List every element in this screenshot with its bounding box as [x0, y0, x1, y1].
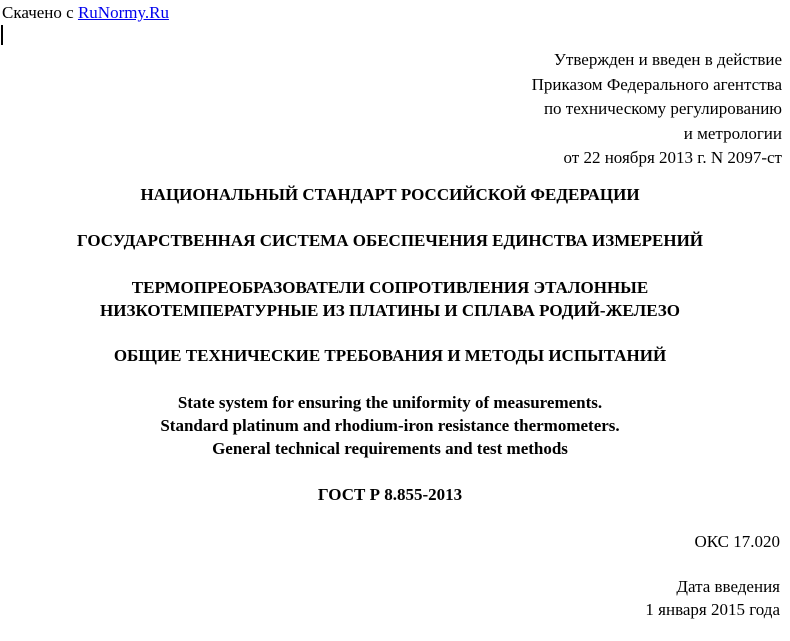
- introduction-date: 1 января 2015 года: [645, 600, 780, 619]
- approval-line: от 22 ноября 2013 г. N 2097-ст: [563, 148, 782, 168]
- approval-line: Приказом Федерального агентства: [531, 74, 782, 94]
- gost-number: ГОСТ Р 8.855-2013: [317, 485, 463, 504]
- english-title-line: Standard platinum and rhodium-iron resistance thermometers.: [160, 416, 620, 435]
- introduction-label: Дата введения: [676, 577, 780, 596]
- approval-line: по техническому регулированию: [543, 99, 782, 119]
- document-subtitle: ОБЩИЕ ТЕХНИЧЕСКИЕ ТРЕБОВАНИЯ И МЕТОДЫ ИСПЫТАНИЙ: [113, 346, 667, 365]
- document-title: [0, 276, 780, 322]
- text-cursor: [1, 25, 3, 45]
- source-line: [2, 3, 169, 23]
- approval-block: [362, 48, 782, 171]
- introduction-date-block: [645, 575, 780, 621]
- title-line: ТЕРМОПРЕОБРАЗОВАТЕЛИ СОПРОТИВЛЕНИЯ ЭТАЛОННЫЕ: [131, 278, 649, 297]
- english-title-line: General technical requirements and test methods: [212, 439, 568, 458]
- approval-line: и метрологии: [683, 123, 782, 143]
- source-prefix: Скачено с: [2, 3, 78, 22]
- state-system-heading: ГОСУДАРСТВЕННАЯ СИСТЕМА ОБЕСПЕЧЕНИЯ ЕДИНСТВА ИЗМЕРЕНИЙ: [76, 231, 704, 250]
- runormy-link[interactable]: RuNormy.Ru: [77, 3, 169, 22]
- approval-line: Утвержден и введен в действие: [553, 50, 782, 69]
- oks-code: ОКС 17.020: [694, 532, 780, 551]
- title-line: НИЗКОТЕМПЕРАТУРНЫЕ ИЗ ПЛАТИНЫ И СПЛАВА РОДИЙ-ЖЕЛЕЗО: [100, 301, 680, 320]
- english-title-line: State system for ensuring the uniformity of measurements.: [177, 393, 603, 412]
- english-title: [0, 391, 780, 460]
- national-standard-heading: НАЦИОНАЛЬНЫЙ СТАНДАРТ РОССИЙСКОЙ ФЕДЕРАЦИИ: [140, 185, 640, 204]
